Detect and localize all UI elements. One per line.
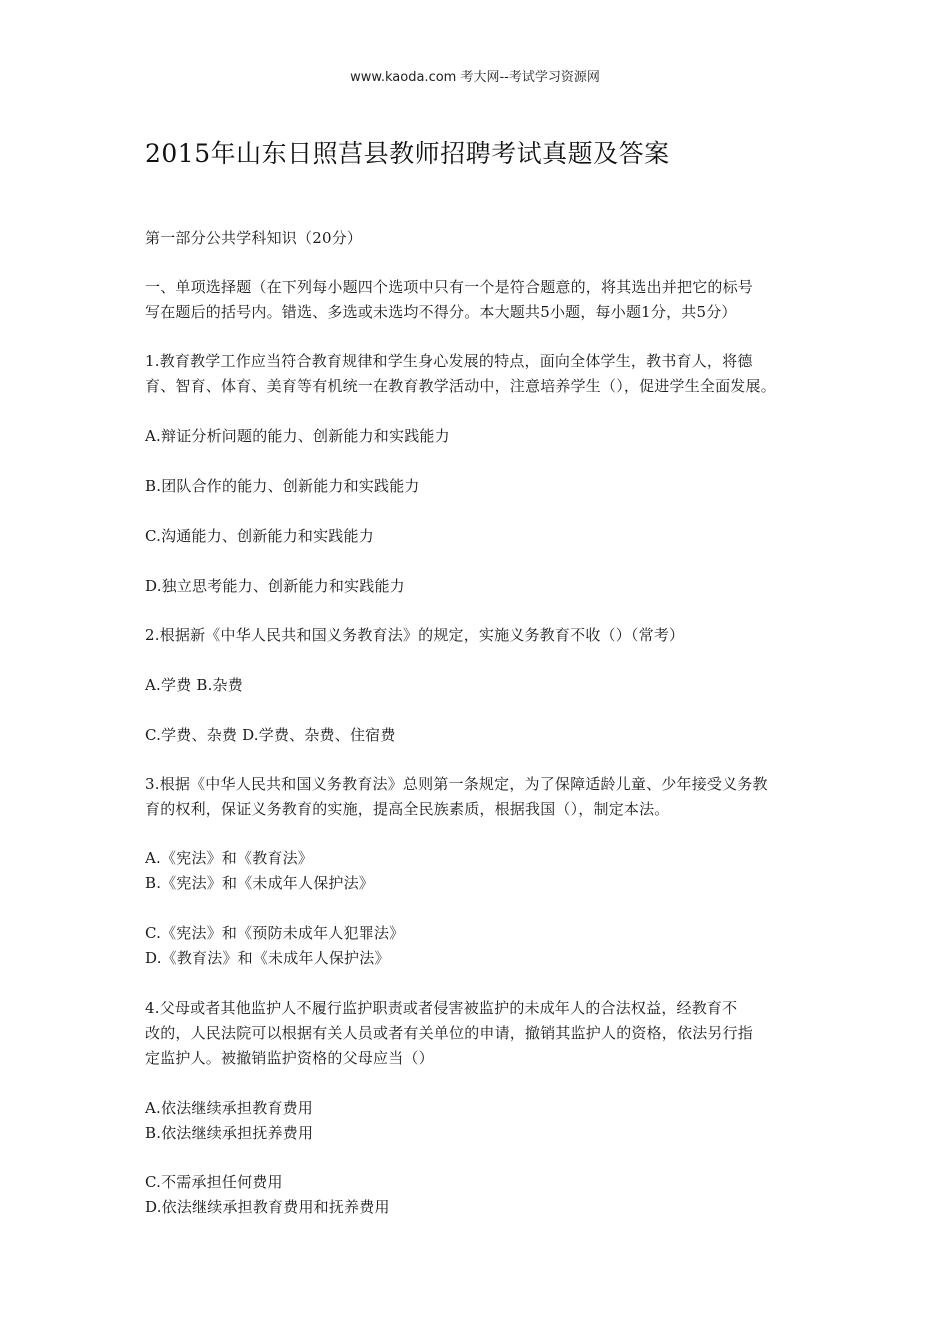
question-4-option-d: D.依法继续承担教育费用和抚养费用 [145, 1198, 390, 1216]
question-1-stem: 1.教育教学工作应当符合教育规律和学生身心发展的特点，面向全体学生，教书育人，将德 [145, 352, 753, 370]
document-title: 2015年山东日照莒县教师招聘考试真题及答案 [145, 139, 670, 168]
question-2-options-cd: C.学费、杂费 D.学费、杂费、住宿费 [145, 726, 396, 744]
question-2-stem: 2.根据新《中华人民共和国义务教育法》的规定，实施义务教育不收（）（常考） [145, 626, 685, 644]
question-4-option-a: A.依法继续承担教育费用 [145, 1099, 314, 1117]
question-4-stem: 定监护人。被撤销监护资格的父母应当（） [145, 1049, 434, 1067]
question-2-options-ab: A.学费 B.杂费 [145, 676, 243, 694]
question-1-stem: 育、智育、体育、美育等有机统一在教育教学活动中，注意培养学生（），促进学生全面发展。 [145, 377, 776, 395]
instruction-line: 写在题后的括号内。错选、多选或未选均不得分。本大题共5小题，每小题1分，共5分） [145, 303, 737, 321]
question-4-stem: 4.父母或者其他监护人不履行监护职责或者侵害被监护的未成年人的合法权益，经教育不 [145, 999, 738, 1017]
question-3-stem: 3.根据《中华人民共和国义务教育法》总则第一条规定，为了保障适龄儿童、少年接受义务教 [145, 775, 768, 793]
question-4-option-b: B.依法继续承担抚养费用 [145, 1124, 314, 1142]
instruction-line: 一、单项选择题（在下列每小题四个选项中只有一个是符合题意的，将其选出并把它的标号 [145, 278, 754, 296]
question-3-option-c: C.《宪法》和《预防未成年人犯罪法》 [145, 924, 405, 942]
question-1-option-c: C.沟通能力、创新能力和实践能力 [145, 527, 374, 545]
question-1-option-d: D.独立思考能力、创新能力和实践能力 [145, 577, 405, 595]
question-4-stem: 改的，人民法院可以根据有关人员或者有关单位的申请，撤销其监护人的资格，依法另行指 [145, 1024, 754, 1042]
question-3-option-b: B.《宪法》和《未成年人保护法》 [145, 874, 374, 892]
question-1-option-a: A.辩证分析问题的能力、创新能力和实践能力 [145, 427, 450, 445]
question-3-option-d: D.《教育法》和《未成年人保护法》 [145, 949, 390, 967]
question-1-option-b: B.团队合作的能力、创新能力和实践能力 [145, 477, 420, 495]
question-4-option-c: C.不需承担任何费用 [145, 1173, 283, 1191]
question-3-stem: 育的权利，保证义务教育的实施，提高全民族素质，根据我国（），制定本法。 [145, 800, 670, 818]
site-header: www.kaoda.com 考大网--考试学习资源网 [350, 70, 600, 85]
section-heading: 第一部分公共学科知识（20分） [145, 229, 363, 247]
question-3-option-a: A.《宪法》和《教育法》 [145, 849, 314, 867]
